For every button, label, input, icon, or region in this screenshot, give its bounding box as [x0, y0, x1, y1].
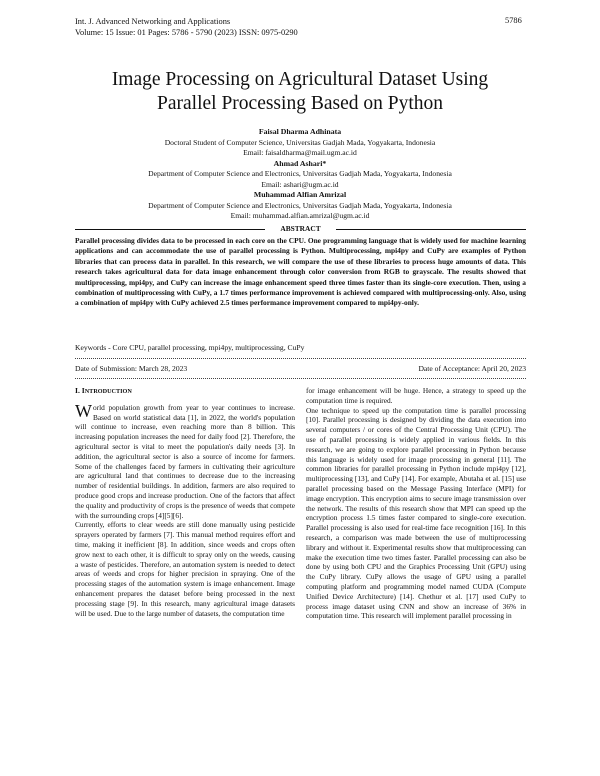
drop-cap: W: [75, 400, 92, 421]
divider-bottom: [75, 378, 526, 379]
paper-title: [40, 68, 560, 116]
author-1: [60, 127, 540, 159]
author-name: Faisal Dharma Adhinata: [258, 127, 342, 136]
title-line-2: Parallel Processing Based on Python: [157, 93, 443, 114]
divider-top: [75, 358, 526, 359]
author-affiliation: Department of Computer Science and Electronics, Universitas Gadjah Mada, Yogyakarta, Indonesia: [148, 200, 452, 210]
left-column: [75, 386, 295, 618]
dates-row: [75, 364, 526, 373]
author-3: [60, 190, 540, 222]
paragraph-2: Currently, efforts to clear weeds are still done manually using pesticide sprayers operated by farmers [7]. This manual method requires effort and time, making it inefficient [8]. In addition, since weeds and crops often grow next to each other, it is difficult to spray only on the weeds, causing a waste of pesticides. Therefore, an automation system is needed to detect areas of weeds and crops for higher precision in spraying. One of the processing stages of the automation system is image enhancement. Image enhancement prepares the dataset before being processed in the next processing stage [9]. In this research, many agricultural image datasets will be used. Due to the large number of datasets, the computation time: [75, 520, 295, 618]
paragraph-4: One technique to speed up the computation time is parallel processing [10]. Parallel processing is designed by dividing the data execution into several computers / or cores of the Central Processing Unit (CPU). The use of parallel processing is widely applied in various fields. In this research, we are going to explore parallel processing in Python because this language is widely used for image processing in general [11]. The common libraries for parallel processing in Python include mpi4py [12], multiprocessing [13], and CuPy [14]. For example, Abutaha et al. [15] use parallel processing based on the Message Passing Interface (MPI) for image encryption. This encryption aims to secure image transmission over the network. The results of this research show that MPI can speed up the encryption process 1.5 times faster compared to single-core execution. Parallel processing is also used for real-time face recognition [16]. In this research, a comparison was made between the use of multiprocessing library and without it. Experimental results show that multiprocessing can make the execution time two times faster. Parallel processing can also be done by using both CPU and the Graphics Processing Unit (GPU) using the CuPy library. CuPy allows the usage of GPU using a parallel computing platform and programming model named CUDA (Compute Unified Device Architecture) [14]. Chethur et al. [17] used CuPy to process image dataset using CNN and show an increase of 36% in computation time. This research will implement parallel processing in: [306, 405, 526, 621]
keywords: Keywords - Core CPU, parallel processing, mpi4py, multiprocessing, CuPy: [75, 343, 305, 352]
title-line-1: Image Processing on Agricultural Dataset Using: [111, 69, 489, 90]
abstract-text: Parallel processing divides data to be processed in each core on the CPU. One programming language that is widely used for machine learning applications and can accommodate the use of parallel processing is Python. Multiprocessing, mpi4py and CuPy are examples of Python libraries that can process data in parallel. In this research, we will compare the use of these libraries to process huge amounts of data. This research takes agricultural data for data image enhancement through color conversion from RGB to grayscale. The results showed that multiprocessing, mpi4py, and CuPy can increase the image enhancement speed three times faster than its single-core execution. Then, using a combination of multiprocessing with CuPy, a 1.7 times performance improvement is achieved compared with multiprocessing-only. Also, using a combination of mpi4py with CuPy achieved 2.5 times performance improvement compared to mpi4py-only.: [75, 236, 526, 308]
author-affiliation: Department of Computer Science and Electronics, Universitas Gadjah Mada, Yogyakarta, Indonesia: [148, 169, 452, 178]
abstract-label: ABSTRACT: [280, 224, 321, 233]
paragraph-3: for image enhancement will be huge. Hence, a strategy to speed up the computation time is required.: [306, 386, 526, 405]
author-2: [60, 159, 540, 191]
page-number: 5786: [505, 16, 522, 25]
author-email: Email: muhammad.alfian.amrizal@ugm.ac.id: [230, 211, 370, 220]
author-name: Ahmad Ashari*: [273, 158, 327, 168]
volume-line: Volume: 15 Issue: 01 Pages: 5786 - 5790 (2023) ISSN: 0975-0290: [75, 28, 298, 37]
abstract-divider: [75, 224, 526, 234]
right-column: [306, 386, 526, 621]
date-submission: Date of Submission: March 28, 2023: [75, 364, 188, 373]
author-name: Muhammad Alfian Amrizal: [253, 190, 347, 199]
author-email: Email: faisaldharma@mail.ugm.ac.id: [243, 148, 357, 157]
journal-name: Int. J. Advanced Networking and Applications: [75, 17, 231, 26]
author-block: [60, 127, 540, 222]
paragraph-1: World population growth from year to year continues to increase. Based on world statistical data [1], in 2022, the world's population will continue to increase, even reaching more than 8 billion. This increasing population increases the need for daily food [2]. Therefore, the agricultural sector is vital to meet the population's daily needs [3]. In addition, the agricultural sector is also a source of income for farmers. Some of the challenges faced by farmers in cultivating their agriculture are agricultural land that continues to decrease due to the increasing number of residential buildings. In addition, farmers are also required to produce good crops and increase production. One of the factors that affect the quality and productivity of crops is the presence of weeds that compete with the surrounding crops [4][5][6].: [75, 400, 295, 520]
author-email: Email: ashari@ugm.ac.id: [261, 179, 339, 189]
date-acceptance: Date of Acceptance: April 20, 2023: [418, 364, 526, 373]
running-header: [75, 16, 298, 38]
author-affiliation: Doctoral Student of Computer Science, Universitas Gadjah Mada, Yogyakarta, Indonesia: [164, 137, 436, 147]
section-heading-introduction: I. INTRODUCTION: [75, 386, 132, 395]
